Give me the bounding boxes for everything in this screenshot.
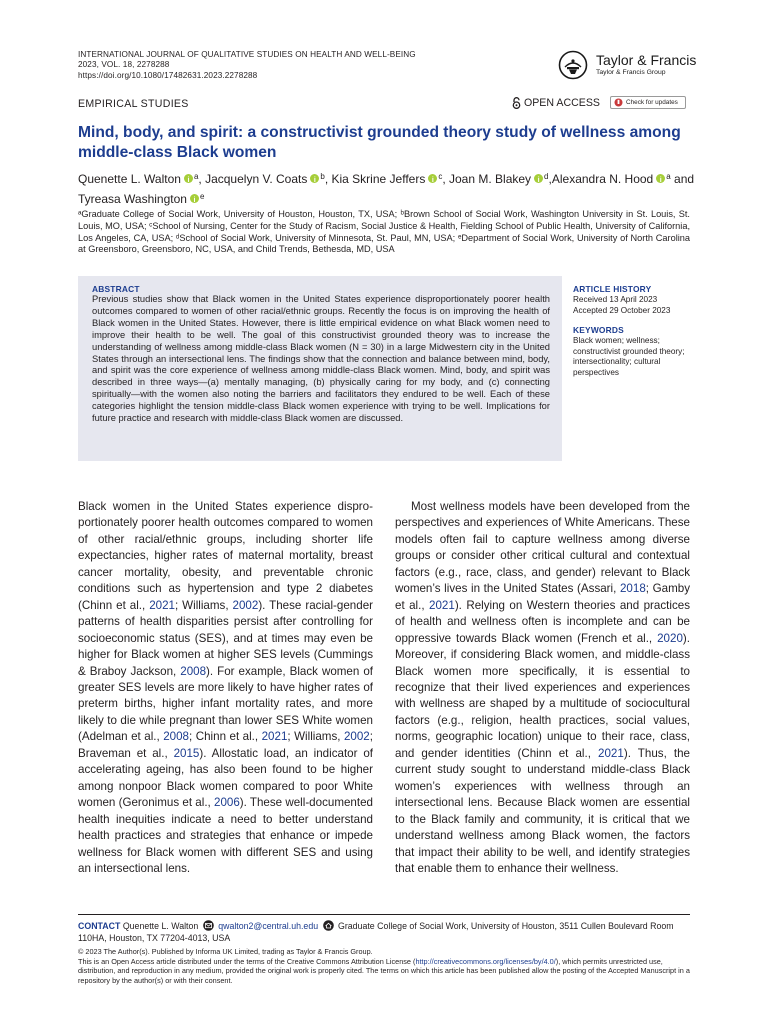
body-text: ; Gamby et al., xyxy=(395,582,691,612)
body-text: Black women in the United States experience disproportionately poorer health outcomes compared to women of other racial/ethnic groups, including shorter life expectancies, higher rates of maternal mortality, breast cancer mortality, obesity, and preventable chronic conditions such as hypertension and type 2 diabetes (Chinn et al., xyxy=(78,500,373,612)
address-icon xyxy=(323,920,334,931)
received-date: Received 13 April 2023 xyxy=(573,295,658,304)
publisher-name: Taylor & Francis xyxy=(596,52,697,68)
body-text: ). These racial-gender patterns of health disparities persist after controlling for socioeconomic status (SES), and at times may even be higher for Black women at higher SES levels (Cummings & Braboy Jackson, xyxy=(78,598,374,678)
affiliation-marker: d xyxy=(544,172,549,181)
body-text: ). Thus, the current study sought to understand middle-class Black women’s experiences with wellness through an intersectional lens. Because Black women are essential to the Black family and community, it is critical that we understand wellness among Black women, the factors that impact their ability to be well, and identify strategies that enable them to enhance their wellness. xyxy=(395,746,690,875)
citation-link[interactable]: 2002 xyxy=(232,598,259,612)
doi-link[interactable]: https://doi.org/10.1080/17482631.2023.2278288 xyxy=(78,70,258,80)
article-history-heading: ARTICLE HISTORY xyxy=(573,284,652,294)
citation-link[interactable]: 2008 xyxy=(180,664,207,678)
body-text: ; Williams, xyxy=(174,598,233,612)
taylor-francis-logo-icon xyxy=(558,50,588,80)
contact-address: Graduate College of Social Work, University of Houston, 3511 Cullen Boulevard Room 110HA, Houston, TX 77204-4013, USA xyxy=(78,921,674,943)
author-separator: , xyxy=(324,172,332,186)
body-text: ). Relying on Western theories and practices of health and wellness often is incomplete and can be oppressive towards Black women (French et al., xyxy=(395,598,690,645)
body-text: ; Williams, xyxy=(287,730,344,744)
license-notice xyxy=(78,947,690,985)
author-separator: , xyxy=(442,172,449,186)
author-name: Kia Skrine Jeffers xyxy=(331,172,426,186)
keywords-heading: KEYWORDS xyxy=(573,325,624,335)
affiliation-marker: a xyxy=(666,172,671,181)
author-name: Tyreasa Washington xyxy=(78,192,187,206)
citation-link[interactable]: 2021 xyxy=(429,598,455,612)
body-text: ). Moreover, if considering Black women, and middle-class Black women more specifically, it is essential to recognize that their lived experiences and experiences with wellness are shaped by a multitude of sociocultural factors (e.g., religion, health practices, social values, norms, geographic location) unique to their race, class, and gender identities (Chinn et al., xyxy=(395,631,690,760)
citation-link[interactable]: 2015 xyxy=(173,746,200,760)
body-text: ; Chinn et al., xyxy=(189,730,262,744)
license-intro: This is an Open Access article distributed under the terms of the Creative Commons Attribution License ( xyxy=(78,956,416,966)
orcid-icon[interactable] xyxy=(534,174,543,183)
affiliation-marker: c xyxy=(438,172,443,181)
citation-link[interactable]: 2020 xyxy=(657,631,683,645)
email-icon xyxy=(203,920,214,931)
citation-link[interactable]: 2021 xyxy=(149,598,175,612)
orcid-icon[interactable] xyxy=(656,174,665,183)
author-separator: , xyxy=(198,172,206,186)
open-access-lock-icon xyxy=(512,97,521,109)
body-text: ). Allostatic load, an indicator of accelerating ageing, has also been found to be higher among nonpoor Black women compared to poor White women (Geronimus et al., xyxy=(78,746,374,810)
contact-info xyxy=(78,920,690,944)
check-for-updates-icon xyxy=(614,98,623,107)
affiliation-marker: b xyxy=(320,172,325,181)
citation-link[interactable]: 2006 xyxy=(214,796,240,810)
citation-link[interactable]: 2018 xyxy=(619,582,646,596)
abstract-heading: ABSTRACT xyxy=(92,284,140,294)
affiliations: ᵃGraduate College of Social Work, University of Houston, Houston, TX, USA; ᵇBrown School of Social Work, Washington University in St. Louis, St. Louis, MO, USA; ᶜSchool of Nursing, Center for the Study of Racism, Social Justice & Health, Fielding School of Public Health, University of California, Los Angeles, CA, USA; ᵈSchool of Social Work, University of Minnesota, St. Paul, MN, USA; ᵉDepartment of Social Work, University of North Carolina at Greensboro, Greensboro, NC, USA, and Child Trends, Bethesda, MD, USA xyxy=(78,209,690,255)
affiliation-marker: e xyxy=(199,192,205,201)
accepted-date: Accepted 29 October 2023 xyxy=(573,305,671,315)
orcid-icon[interactable] xyxy=(428,174,437,183)
journal-volume: 2023, VOL. 18, 2278288 xyxy=(78,60,170,70)
license-link[interactable]: http://creativecommons.org/licenses/by/4.0/ xyxy=(415,956,556,966)
body-column-left xyxy=(78,499,373,877)
author-separator: and xyxy=(670,172,695,186)
journal-header xyxy=(78,50,498,81)
affiliation-marker: a xyxy=(193,172,199,181)
body-text: ). For example, Black women of greater SES levels are more likely to have higher rates of preterm births, higher infant mortality rates, and more likely to die while pregnant than lower SES White women (Adelman et al., xyxy=(78,664,373,744)
article-history xyxy=(573,284,703,316)
citation-link[interactable]: 2002 xyxy=(343,730,370,744)
section-label: EMPIRICAL STUDIES xyxy=(78,98,189,110)
open-access-badge xyxy=(512,97,600,109)
keywords-list: Black women; wellness; constructivist grounded theory; intersectionality; cultural perspectives xyxy=(573,336,685,377)
keywords-block xyxy=(573,325,699,378)
license-text xyxy=(78,957,690,986)
citation-link[interactable]: 2021 xyxy=(598,746,624,760)
license-terms: ), which permits unrestricted use, distribution, and reproduction in any medium, provided the original work is properly cited. The terms on which this article has been published allow the posting of the Accepted Manuscript in a repository by the author(s) or with their consent. xyxy=(78,956,690,985)
article-title: Mind, body, and spirit: a constructivist grounded theory study of wellness among middle-class Black women xyxy=(78,124,681,161)
copyright-line: © 2023 The Author(s). Published by Informa UK Limited, trading as Taylor & Francis Group. xyxy=(78,947,373,956)
publisher-group: Taylor & Francis Group xyxy=(596,69,666,76)
journal-name: INTERNATIONAL JOURNAL OF QUALITATIVE STUDIES ON HEALTH AND WELL-BEING xyxy=(78,50,416,59)
contact-name: Quenette L. Walton xyxy=(122,921,199,931)
author-name: Alexandra N. Hood xyxy=(551,172,654,186)
footer-divider xyxy=(78,914,690,915)
check-for-updates-button[interactable] xyxy=(610,96,686,109)
body-text: ). These well-documented health inequities indicate a need to better understand health practices and strategies that enhance or impede wellness for Black women with different SES and using an intersectional lens. xyxy=(78,796,373,875)
citation-link[interactable]: 2008 xyxy=(163,730,190,744)
open-access-label: OPEN ACCESS xyxy=(524,97,600,109)
author-name: Jacquelyn V. Coats xyxy=(205,172,308,186)
orcid-icon[interactable] xyxy=(184,174,193,183)
contact-email[interactable]: qwalton2@central.uh.edu xyxy=(218,921,319,931)
contact-label: CONTACT xyxy=(78,921,121,931)
author-list xyxy=(78,168,698,208)
author-name: Joan M. Blakey xyxy=(449,172,532,186)
author-name: Quenette L. Walton xyxy=(78,172,181,186)
author-separator: , xyxy=(548,172,552,186)
body-text: Most wellness models have been developed from the perspectives and experiences of White Americans. These models often fail to capture wellness among diverse groups or consider other critical cultural and contextual factors (e.g., race, class, and gender) relevant to Black women’s lives in the United States (Assari, xyxy=(395,500,690,596)
orcid-icon[interactable] xyxy=(190,194,199,203)
body-column-right xyxy=(395,499,690,877)
orcid-icon[interactable] xyxy=(310,174,319,183)
body-text: ; Braveman et al., xyxy=(78,730,373,760)
publisher-logo xyxy=(558,50,698,82)
check-for-updates-label: Check for updates xyxy=(626,99,678,106)
abstract-text: Previous studies show that Black women in the United States experience disproportionately poorer health outcomes compared to women of other racial/ethnic groups. Recently the focus is on improving the health of Black women in the United States. However, there is little empirical evidence on what Black women need to improve their health to be well. The goal of this constructivist grounded theory was to increase the understanding of wellness among middle-class Black women (N = 30) in a large Midwestern city in the United States through an intersectional lens. The findings show that the connection and balance between mind, body, and spirit was the core experience of wellness among middle-class Black women. Mind, body, and spirit was described in three ways—(a) mentally managing, (b) physically caring for my body, and (c) connecting spiritually—with the women also noting the barriers and facilitators they endured to be well. Each of these categories highlight the tension middle-class Black women experience with trying to be well. Implications for future practice and research with middle-class Black women are discussed. xyxy=(92,294,550,424)
citation-link[interactable]: 2021 xyxy=(261,730,288,744)
